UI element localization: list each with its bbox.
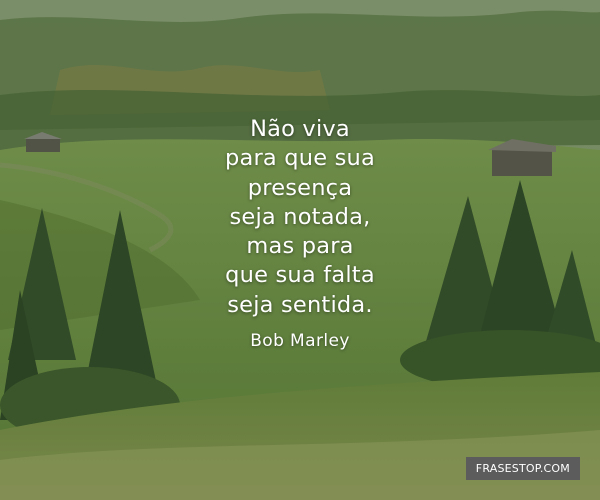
quote-author: Bob Marley <box>250 331 350 352</box>
quote-line: mas para <box>246 233 354 260</box>
quote-block <box>100 115 500 351</box>
site-watermark: FRASESTOP.COM <box>466 457 580 480</box>
quote-line: para que sua <box>225 145 375 172</box>
quote-line: que sua falta <box>225 262 375 289</box>
quote-line: seja notada, <box>229 203 371 230</box>
quote-line: presença <box>247 174 353 201</box>
quote-line: seja sentida. <box>227 291 373 318</box>
quote-line: Não viva <box>250 116 350 142</box>
